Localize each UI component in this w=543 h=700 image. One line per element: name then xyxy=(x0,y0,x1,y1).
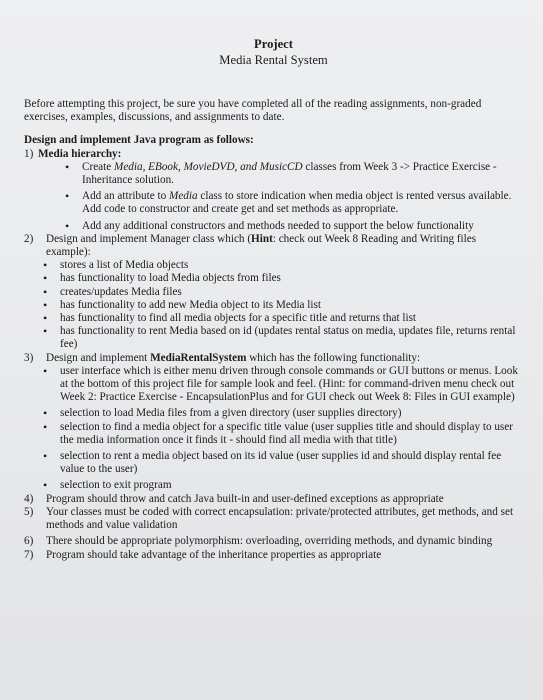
requirement-number: 1) xyxy=(24,147,34,160)
requirement-number: 4) xyxy=(24,492,34,505)
list-item: • Add an attribute to Media class to store indication when media object is rented versus available. Add code to constructor and create get and set methods as appropriate. xyxy=(82,190,523,216)
requirement-text: : check out Week 8 Reading and Writing files example): xyxy=(46,232,477,259)
document-title xyxy=(24,36,523,68)
requirement-text: There should be appropriate polymorphism: overloading, overriding methods, and dynamic binding xyxy=(46,535,493,548)
section-heading: Design and implement Java program as follows: xyxy=(24,134,254,147)
requirement-number: 3) xyxy=(24,351,34,364)
list-item: • stores a list of Media objects xyxy=(60,259,523,272)
requirement-2 xyxy=(24,233,523,352)
requirement-text: Design and implement Manager class which ( xyxy=(46,232,252,245)
list-item: • has functionality to load Media objects from files xyxy=(60,272,523,285)
requirement-text: Program should take advantage of the inheritance properties as appropriate xyxy=(46,548,382,561)
list-item: • selection to rent a media object based on its id value (user supplies id and should display rental fee value to the user) xyxy=(60,450,523,476)
list-item: • selection to exit program xyxy=(60,479,523,492)
requirement-1 xyxy=(24,148,523,233)
requirement-7 xyxy=(24,549,523,562)
requirement-text: which has the following functionality: xyxy=(246,351,421,364)
intro-paragraph: Before attempting this project, be sure you have completed all of the reading assignments, non-graded exercises, examples, discussions, and assignments to date. xyxy=(24,98,482,124)
requirement-number: 5) xyxy=(24,505,34,518)
hint-label: Hint xyxy=(251,232,273,245)
requirement-number: 2) xyxy=(24,232,34,245)
requirement-5 xyxy=(24,506,523,532)
bullet-list xyxy=(2,365,523,493)
requirement-text: Your classes must be coded with correct encapsulation: private/protected attributes, get methods, and set methods and value validation xyxy=(46,505,514,532)
list-item: • Create Media, EBook, MovieDVD, and MusicCD classes from Week 3 -> Practice Exercise - Inheritance solution. xyxy=(82,161,523,187)
requirement-4 xyxy=(24,493,523,506)
bullet-list xyxy=(2,259,523,351)
list-item: • creates/updates Media files xyxy=(60,286,523,299)
requirement-text: Design and implement xyxy=(46,351,151,364)
requirement-number: 6) xyxy=(24,535,34,548)
title-line-2: Media Rental System xyxy=(219,53,328,67)
class-name: MediaRentalSystem xyxy=(150,351,247,364)
list-item: • has functionality to rent Media based on id (updates rental status on media, updates file, returns rental fee) xyxy=(60,325,523,351)
bullet-list xyxy=(24,161,523,233)
requirement-label: Media hierarchy: xyxy=(38,147,122,160)
requirement-number: 7) xyxy=(24,548,34,561)
list-item: • Add any additional constructors and methods needed to support the below functionality xyxy=(82,220,523,233)
requirement-3 xyxy=(24,352,523,493)
list-item: • has functionality to add new Media object to its Media list xyxy=(60,299,523,312)
title-line-1: Project xyxy=(254,37,293,51)
requirement-6 xyxy=(24,535,523,548)
list-item: • has functionality to find all media objects for a specific title and returns that list xyxy=(60,312,523,325)
requirement-text: Program should throw and catch Java built-in and user-defined exceptions as appropriate xyxy=(46,492,444,505)
list-item: • selection to load Media files from a given directory (user supplies directory) xyxy=(60,407,523,420)
list-item: • selection to find a media object for a specific title value (user supplies title and should display to user the media information once it finds it - should find all media with that title) xyxy=(60,421,523,447)
list-item: • user interface which is either menu driven through console commands or GUI buttons or menus. Look at the bottom of this project file for sample look and feel. (Hint: for command-driven menu check out Week 2: Practice Exercise - EncapsulationPlus and for GUI check out Week 8: Files in GUI example) xyxy=(60,365,523,405)
